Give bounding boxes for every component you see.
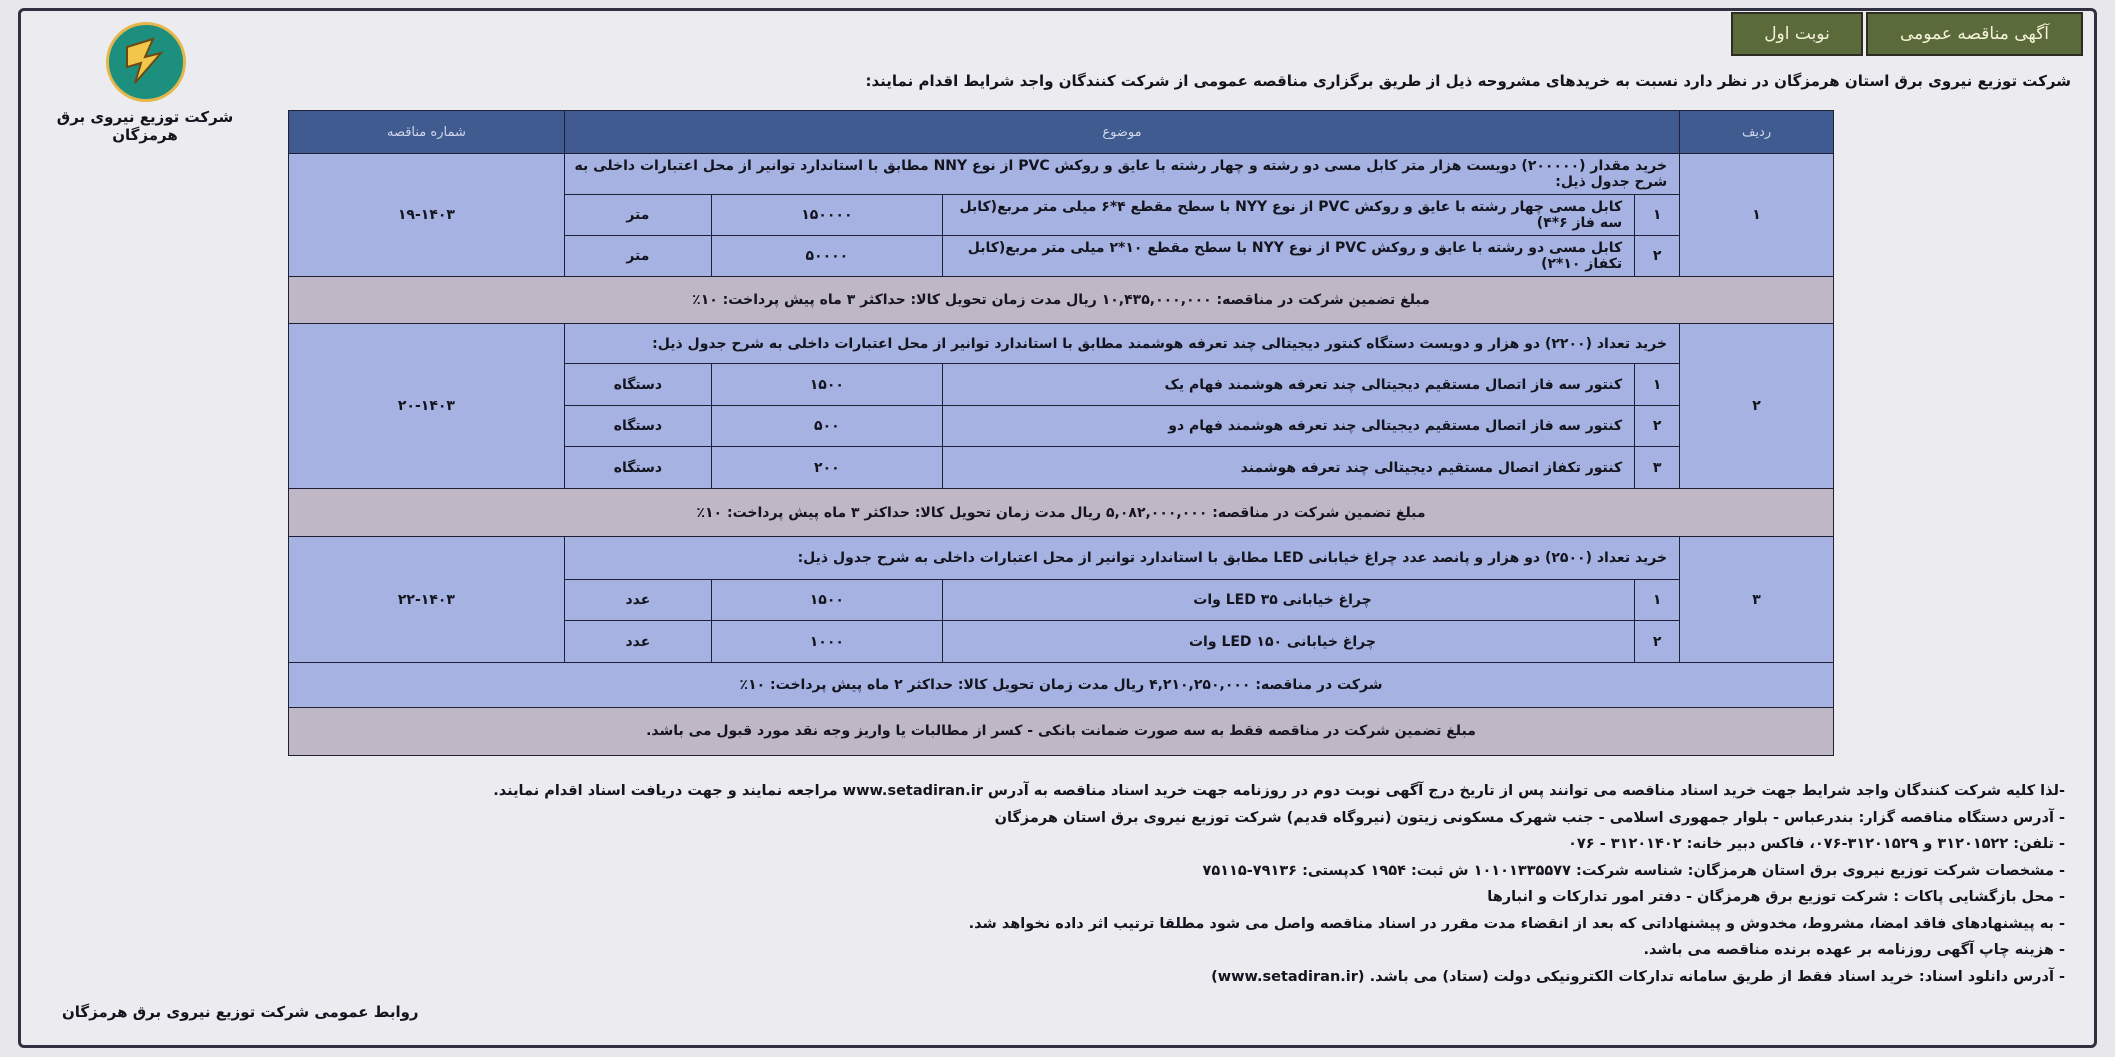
table-row [289,154,1834,277]
note-item: - تلفن: ۳۱۲۰۱۵۲۲ و ۳۱۲۰۱۵۲۹-۰۷۶، فاکس دبیر خانه: ۳۱۲۰۱۴۰۲ - ۰۷۶ [1568,836,2065,852]
tender-type-tag: آگهی مناقصه عمومی [1866,12,2083,56]
tender-row-number: ۱ [1680,154,1834,277]
note-item: - محل بازگشایی پاکات : شرکت توزیع برق هرمزگان - دفتر امور تدارکات و انبارها [1487,889,2065,905]
note-item: - آدرس دانلود اسناد: خرید اسناد فقط از طریق سامانه تدارکات الکترونیکی دولت (ستاد) می باشد. (www.setadiran.ir) [1211,968,2065,985]
tender-number: ۲۰-۱۴۰۳ [289,323,565,488]
tender-guarantee-note: شرکت در مناقصه: ۴,۲۱۰,۲۵۰,۰۰۰ ریال مدت زمان تحویل کالا: حداکثر ۲ ماه پیش پرداخت: ۱۰٪ [289,663,1834,707]
note-item: -لذا کلیه شرکت کنندگان واجد شرایط جهت خرید اسناد مناقصه می توانند پس از تاریخ درج آگهی نوبت دوم در روزنامه جهت خرید اسناد مناقصه به آدرس www.setadiran.ir مراجعه نمایند و جهت دریافت اسناد اقدام نمایند. [493,783,2065,799]
header-tender-number: شماره مناقصه [289,111,565,154]
tender-subject-cell [564,323,1679,488]
list-item: ۲ چراغ خیابانی LED ۱۵۰ وات ۱۰۰۰ عدد [565,621,1679,662]
table-row [289,323,1834,488]
note-item: - به پیشنهادهای فاقد امضا، مشروط، مخدوش و پیشنهاداتی که بعد از انقضاء مدت مقرر در اسناد مناقصه واصل می شود مطلقا ترتیب اثر داده نخواهد شد. [968,915,2065,932]
list-item: ۱ کنتور سه فاز اتصال مستقیم دیجیتالی چند تعرفه هوشمند فهام یک ۱۵۰۰ دستگاه [565,364,1679,405]
list-item: ۱ چراغ خیابانی LED ۳۵ وات ۱۵۰۰ عدد [565,580,1679,621]
note-item: - هزینه چاپ آگهی روزنامه بر عهده برنده مناقصه می باشد. [1643,942,2065,958]
note-item: - آدرس دستگاه مناقصه گزار: بندرعباس - بلوار جمهوری اسلامی - جنب شهرک مسکونی زیتون (نیروگاه قدیم) شرکت توزیع نیروی برق استان هرمزگان [994,809,2065,826]
tender-title: خرید تعداد (۲۲۰۰) دو هزار و دویست دستگاه کنتور دیجیتالی چند تعرفه هوشمند مطابق با استاندارد توانیر از محل اعتبارات داخلی به شرح جدول ذیل: [565,324,1679,364]
intro-text: شرکت توزیع نیروی برق استان هرمزگان در نظر دارد نسبت به خریدهای مشروحه ذیل از طریق برگزاری مناقصه عمومی از شرکت کنندگان واجد شرایط اقدام نمایند: [865,72,2071,90]
list-item: ۱ کابل مسی چهار رشته با عایق و روکش PVC از نوع NYY با سطح مقطع ۴*۶ میلی متر مربع(کابل سه فاز ۶*۴) ۱۵۰۰۰۰ متر [565,195,1679,236]
tender-subject-cell [564,537,1679,663]
header-subject: موضوع [564,111,1679,154]
tender-guarantee-note: مبلغ تضمین شرکت در مناقصه: ۵,۰۸۲,۰۰۰,۰۰۰ ریال مدت زمان تحویل کالا: حداکثر ۳ ماه پیش پرداخت: ۱۰٪ [289,488,1834,536]
lightning-icon [109,25,183,99]
tender-row-number: ۲ [1680,323,1834,488]
tender-subject-cell [564,154,1679,277]
tender-number: ۱۹-۱۴۰۳ [289,154,565,277]
list-item: ۳ کنتور تکفاز اتصال مستقیم دیجیتالی چند تعرفه هوشمند ۲۰۰ دستگاه [565,447,1679,488]
tender-row-number: ۳ [1680,537,1834,663]
list-item: ۲ کابل مسی دو رشته با عایق و روکش PVC از نوع NYY با سطح مقطع ۱۰*۲ میلی متر مربع(کابل تکفاز ۱۰*۲) ۵۰۰۰۰ متر [565,236,1679,277]
tender-table [288,110,1834,756]
table-header [289,111,1834,154]
header-row-no: ردیف [1680,111,1834,154]
company-logo [106,22,186,102]
list-item: ۲ کنتور سه فاز اتصال مستقیم دیجیتالی چند تعرفه هوشمند فهام دو ۵۰۰ دستگاه [565,405,1679,446]
guarantee-method-note: مبلغ تضمین شرکت در مناقصه فقط به سه صورت ضمانت بانکی - کسر از مطالبات یا واریز وجه نقد مورد قبول می باشد. [289,707,1834,755]
note-item: - مشخصات شرکت توزیع نیروی برق استان هرمزگان: شناسه شرکت: ۱۰۱۰۱۳۳۵۵۷۷ ش ثبت: ۱۹۵۴ کدپستی: ۷۹۱۳۶-۷۵۱۱۵ [1202,862,2065,879]
round-tag: نوبت اول [1731,12,1863,56]
notes-list [65,778,2065,990]
table-row [289,537,1834,663]
company-logo-text: شرکت توزیع نیروی برق هرمزگان [56,108,234,144]
tender-title: خرید تعداد (۲۵۰۰) دو هزار و پانصد عدد چراغ خیابانی LED مطابق با استاندارد توانیر از محل اعتبارات داخلی به شرح جدول ذیل: [565,537,1679,579]
tender-number: ۲۲-۱۴۰۳ [289,537,565,663]
tender-title: خرید مقدار (۲۰۰۰۰۰) دویست هزار متر کابل مسی دو رشته و چهار رشته با عایق و روکش PVC از نوع NNY مطابق با استاندارد توانیر از محل اعتبارات داخلی به شرح جدول ذیل: [565,154,1679,195]
tender-guarantee-note: مبلغ تضمین شرکت در مناقصه: ۱۰,۴۳۵,۰۰۰,۰۰۰ ریال مدت زمان تحویل کالا: حداکثر ۳ ماه پیش پرداخت: ۱۰٪ [289,277,1834,323]
footer-public-relations: روابط عمومی شرکت توزیع نیروی برق هرمزگان [62,1003,419,1021]
